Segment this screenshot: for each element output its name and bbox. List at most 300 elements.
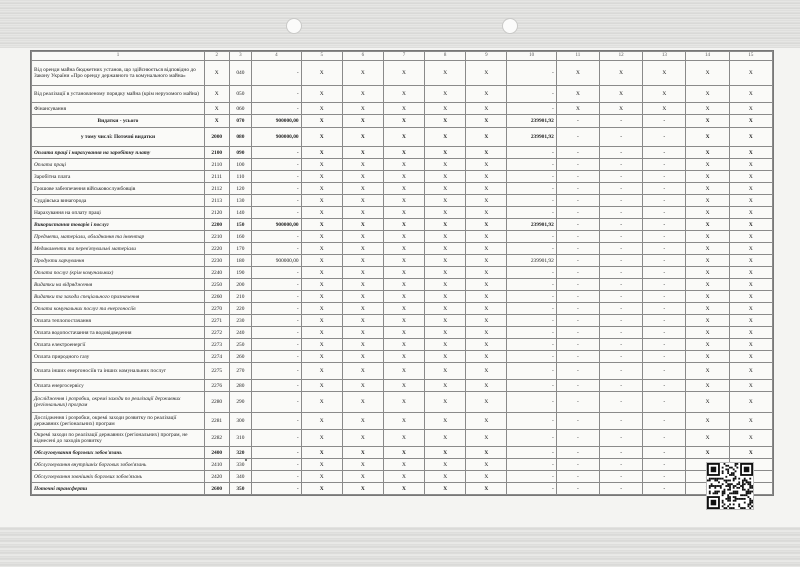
value-cell: - [600,327,643,339]
value-cell: Х [301,255,342,267]
qr-module [724,492,726,494]
column-number-row [32,52,773,61]
column-number-cell: 3 [229,52,252,61]
value-cell: Х [342,291,383,303]
value-cell: 060 [229,103,252,115]
value-cell: Х [686,183,729,195]
table-row [32,483,773,495]
qr-module [713,478,715,480]
value-cell: Х [425,183,466,195]
value-cell: Х [383,61,424,86]
qr-module [725,507,727,509]
row-label-cell: Нарахування на оплату праці [32,207,205,219]
value-cell: Х [301,351,342,363]
value-cell: 2100 [204,147,229,159]
value-cell: - [643,171,686,183]
value-cell: - [252,303,301,315]
value-cell: 900000,00 [252,219,301,231]
value-cell: Х [686,195,729,207]
value-cell: - [252,339,301,351]
value-cell: Х [466,483,507,495]
value-cell: Х [686,86,729,103]
value-cell: Х [383,255,424,267]
value-cell: - [600,351,643,363]
value-cell: - [507,147,556,159]
value-cell: - [556,147,599,159]
value-cell: Х [729,115,772,128]
value-cell: Х [342,115,383,128]
value-cell: Х [466,380,507,392]
value-cell: - [556,279,599,291]
table-row [32,430,773,447]
value-cell: Х [425,267,466,279]
value-cell: Х [729,315,772,327]
value-cell: Х [686,413,729,430]
qr-module [744,483,746,485]
value-cell: 220 [229,303,252,315]
qr-module [735,478,737,480]
value-cell: Х [466,86,507,103]
qr-module [718,481,720,483]
value-cell: - [556,183,599,195]
qr-module [733,500,735,502]
value-cell: Х [425,483,466,495]
value-cell: Х [425,363,466,380]
value-cell: Х [383,219,424,231]
value-cell: Х [425,315,466,327]
value-cell: - [252,471,301,483]
table-row [32,231,773,243]
qr-module [725,469,727,471]
qr-module [751,491,753,493]
budget-table-body [32,52,773,495]
table-row [32,363,773,380]
row-label-cell: Предмети, матеріали, обладнання та інвентар [32,231,205,243]
value-cell: - [556,392,599,413]
table-row [32,291,773,303]
value-cell: Х [301,413,342,430]
qr-module [747,489,749,491]
value-cell: - [643,363,686,380]
value-cell: 900000,00 [252,255,301,267]
qr-module [735,496,737,498]
value-cell: Х [342,61,383,86]
row-label-cell: Оплата комунальних послуг та енергоносіїв [32,303,205,315]
value-cell: Х [729,267,772,279]
table-row [32,392,773,413]
table-row [32,413,773,430]
row-label-cell: Обслуговування боргових зобов'язань [32,447,205,459]
column-number-cell: 14 [686,52,729,61]
qr-module [742,480,744,482]
value-cell: Х [686,103,729,115]
value-cell: Х [342,471,383,483]
table-row [32,183,773,195]
qr-module [731,472,733,474]
value-cell: Х [466,392,507,413]
value-cell: Х [301,380,342,392]
value-cell: Х [466,103,507,115]
value-cell: - [643,459,686,471]
value-cell: Х [466,327,507,339]
qr-module [749,483,751,485]
qr-module [747,492,749,494]
qr-module [736,498,738,500]
qr-module [746,492,748,494]
qr-module [747,481,749,483]
qr-module [735,498,737,500]
value-cell: Х [383,303,424,315]
value-cell: Х [301,459,342,471]
punch-hole-right [502,18,518,34]
qr-module [729,480,731,482]
table-row [32,351,773,363]
value-cell: 2274 [204,351,229,363]
qr-module [714,480,716,482]
qr-module [729,500,731,502]
value-cell: Х [383,315,424,327]
value-cell: Х [425,171,466,183]
value-cell: Х [729,363,772,380]
value-cell: 2282 [204,430,229,447]
value-cell: - [600,471,643,483]
value-cell: - [643,147,686,159]
value-cell: Х [686,291,729,303]
qr-module [727,480,729,482]
qr-module [735,491,737,493]
value-cell: - [643,291,686,303]
value-cell: 180 [229,255,252,267]
row-label-cell: Обслуговування внутрішніх боргових зобов'язань [32,459,205,471]
value-cell: Х [729,279,772,291]
qr-module [709,491,711,493]
value-cell: 150 [229,219,252,231]
value-cell: Х [729,255,772,267]
qr-module [729,467,731,469]
value-cell: Х [383,413,424,430]
value-cell: Х [466,183,507,195]
table-row [32,339,773,351]
qr-module [729,496,731,498]
qr-module [749,502,751,504]
value-cell: Х [301,327,342,339]
value-cell: 120 [229,183,252,195]
qr-module [738,483,740,485]
value-cell: Х [466,459,507,471]
value-cell: - [600,267,643,279]
budget-report-sheet [30,50,774,496]
qr-module [727,469,729,471]
value-cell: 290 [229,392,252,413]
value-cell: - [556,430,599,447]
value-cell: Х [383,86,424,103]
qr-module [720,478,722,480]
row-label-cell: Оплата послуг (крім комунальних) [32,267,205,279]
qr-module [744,507,746,509]
value-cell: 2400 [204,447,229,459]
value-cell: - [600,115,643,128]
value-cell: Х [466,279,507,291]
column-number-cell: 11 [556,52,599,61]
qr-module [729,489,731,491]
value-cell: Х [425,447,466,459]
qr-module [733,485,735,487]
value-cell: Х [425,243,466,255]
qr-module [725,465,727,467]
value-cell: 2210 [204,231,229,243]
qr-module [751,485,753,487]
value-cell: Х [686,339,729,351]
value-cell: Х [342,413,383,430]
value-cell: Х [686,351,729,363]
value-cell: 2273 [204,339,229,351]
qr-module [729,507,731,509]
value-cell: - [252,351,301,363]
value-cell: 210 [229,291,252,303]
qr-module [727,498,729,500]
value-cell: Х [342,207,383,219]
value-cell: Х [425,195,466,207]
value-cell: - [643,243,686,255]
value-cell: Х [425,327,466,339]
scan-top-band [0,0,800,48]
value-cell: Х [729,413,772,430]
value-cell: Х [342,147,383,159]
value-cell: - [600,231,643,243]
qr-module [731,483,733,485]
qr-module [722,491,724,493]
value-cell: Х [729,231,772,243]
value-cell: Х [342,392,383,413]
qr-module [709,478,711,480]
column-number-cell: 10 [507,52,556,61]
value-cell: - [556,243,599,255]
value-cell: Х [466,351,507,363]
qr-module [735,465,737,467]
value-cell: Х [425,231,466,243]
value-cell: 2600 [204,483,229,495]
value-cell: Х [686,363,729,380]
value-cell: Х [425,303,466,315]
value-cell: - [600,447,643,459]
row-label-cell: Оплата теплопостачання [32,315,205,327]
value-cell: 2260 [204,291,229,303]
value-cell: - [507,327,556,339]
qr-module [738,487,740,489]
qr-module [729,503,731,505]
qr-module [735,476,737,478]
value-cell: Х [342,267,383,279]
value-cell: 239901,92 [507,128,556,147]
value-cell: - [507,183,556,195]
qr-module [742,507,744,509]
value-cell: Х [466,61,507,86]
value-cell: - [643,351,686,363]
value-cell: - [252,103,301,115]
value-cell: Х [342,159,383,171]
value-cell: Х [686,61,729,86]
value-cell: Х [383,171,424,183]
value-cell: Х [342,315,383,327]
punch-hole-left [286,18,302,34]
value-cell: 2110 [204,159,229,171]
value-cell: - [600,483,643,495]
qr-module [727,494,729,496]
qr-module [733,507,735,509]
value-cell: Х [301,363,342,380]
value-cell: - [556,380,599,392]
value-cell: Х [729,171,772,183]
qr-module [729,485,731,487]
value-cell: - [252,483,301,495]
column-number-cell: 4 [252,52,301,61]
value-cell: Х [301,267,342,279]
qr-module [711,483,713,485]
value-cell: - [252,447,301,459]
qr-module [736,483,738,485]
value-cell: Х [425,61,466,86]
value-cell: - [252,392,301,413]
value-cell: Х [425,86,466,103]
value-cell: - [643,339,686,351]
value-cell: Х [342,459,383,471]
table-row [32,327,773,339]
value-cell: - [507,303,556,315]
value-cell: Х [342,339,383,351]
value-cell: 2200 [204,219,229,231]
qr-module [731,492,733,494]
value-cell: - [556,255,599,267]
row-label-cell: Фінансування [32,103,205,115]
table-row [32,61,773,86]
qr-module [749,491,751,493]
value-cell: Х [342,380,383,392]
value-cell: Х [466,207,507,219]
qr-module [727,465,729,467]
value-cell: 2112 [204,183,229,195]
value-cell: - [556,207,599,219]
qr-module [735,500,737,502]
qr-module [722,492,724,494]
qr-module [722,502,724,504]
qr-module [714,485,716,487]
budget-table [31,51,773,495]
value-cell: Х [425,471,466,483]
value-cell: 100 [229,159,252,171]
qr-module [733,478,735,480]
value-cell: Х [301,103,342,115]
value-cell: - [643,267,686,279]
value-cell: - [643,315,686,327]
value-cell: Х [686,279,729,291]
value-cell: Х [383,183,424,195]
value-cell: - [507,86,556,103]
value-cell: 2000 [204,128,229,147]
value-cell: Х [383,430,424,447]
qr-module [725,480,727,482]
qr-module [716,491,718,493]
qr-module [742,481,744,483]
row-label-cell: Дослідження і розробки, окремі заходи по реалізації державних (регіональних) програм [32,392,205,413]
value-cell: Х [342,303,383,315]
qr-module [720,485,722,487]
value-cell: Х [729,195,772,207]
value-cell: Х [729,243,772,255]
value-cell: Х [729,128,772,147]
value-cell: Х [301,61,342,86]
value-cell: Х [383,231,424,243]
column-number-cell: 1 [32,52,205,61]
table-row [32,195,773,207]
qr-module [718,491,720,493]
value-cell: - [252,243,301,255]
qr-module [735,485,737,487]
qr-module [736,492,738,494]
qr-module [744,502,746,504]
value-cell: 2281 [204,413,229,430]
value-cell: - [507,207,556,219]
qr-module [740,494,742,496]
row-label-cell: Від оренди майна бюджетних установ, що здійснюється відповідно до Закону України «Про оренду державного та комунального майна» [32,61,205,86]
value-cell: 190 [229,267,252,279]
value-cell: - [507,103,556,115]
qr-module [714,491,716,493]
value-cell: 300 [229,413,252,430]
value-cell: Х [600,103,643,115]
row-label-cell: Окремі заходи по реалізації державних (регіональних) програм, не віднесені до заходів розвитку [32,430,205,447]
row-label-cell: Використання товарів і послуг [32,219,205,231]
value-cell: - [600,392,643,413]
value-cell: 250 [229,339,252,351]
qr-module [746,481,748,483]
qr-module [747,491,749,493]
qr-module [725,498,727,500]
qr-module [735,470,737,472]
table-row [32,115,773,128]
value-cell: 160 [229,231,252,243]
qr-module [709,485,711,487]
table-row [32,459,773,471]
value-cell: Х [342,447,383,459]
value-cell: Х [466,413,507,430]
value-cell: - [600,159,643,171]
qr-module [727,500,729,502]
value-cell: - [643,255,686,267]
value-cell: Х [686,231,729,243]
value-cell: Х [686,147,729,159]
value-cell: - [507,243,556,255]
value-cell: - [600,243,643,255]
value-cell: 330 [229,459,252,471]
value-cell: Х [342,86,383,103]
value-cell: 090 [229,147,252,159]
value-cell: 900000,00 [252,115,301,128]
value-cell: - [600,207,643,219]
row-label-cell: Дослідження і розробки, окремі заходи розвитку по реалізації державних (регіональних) програм [32,413,205,430]
value-cell: 270 [229,363,252,380]
qr-module [724,480,726,482]
qr-module [729,487,731,489]
qr-module [725,481,727,483]
value-cell: Х [301,430,342,447]
row-label-cell: Оплата праці [32,159,205,171]
value-cell: - [600,363,643,380]
value-cell: Х [729,86,772,103]
value-cell: 2250 [204,279,229,291]
qr-module [749,507,751,509]
qr-module [731,474,733,476]
value-cell: - [507,195,556,207]
